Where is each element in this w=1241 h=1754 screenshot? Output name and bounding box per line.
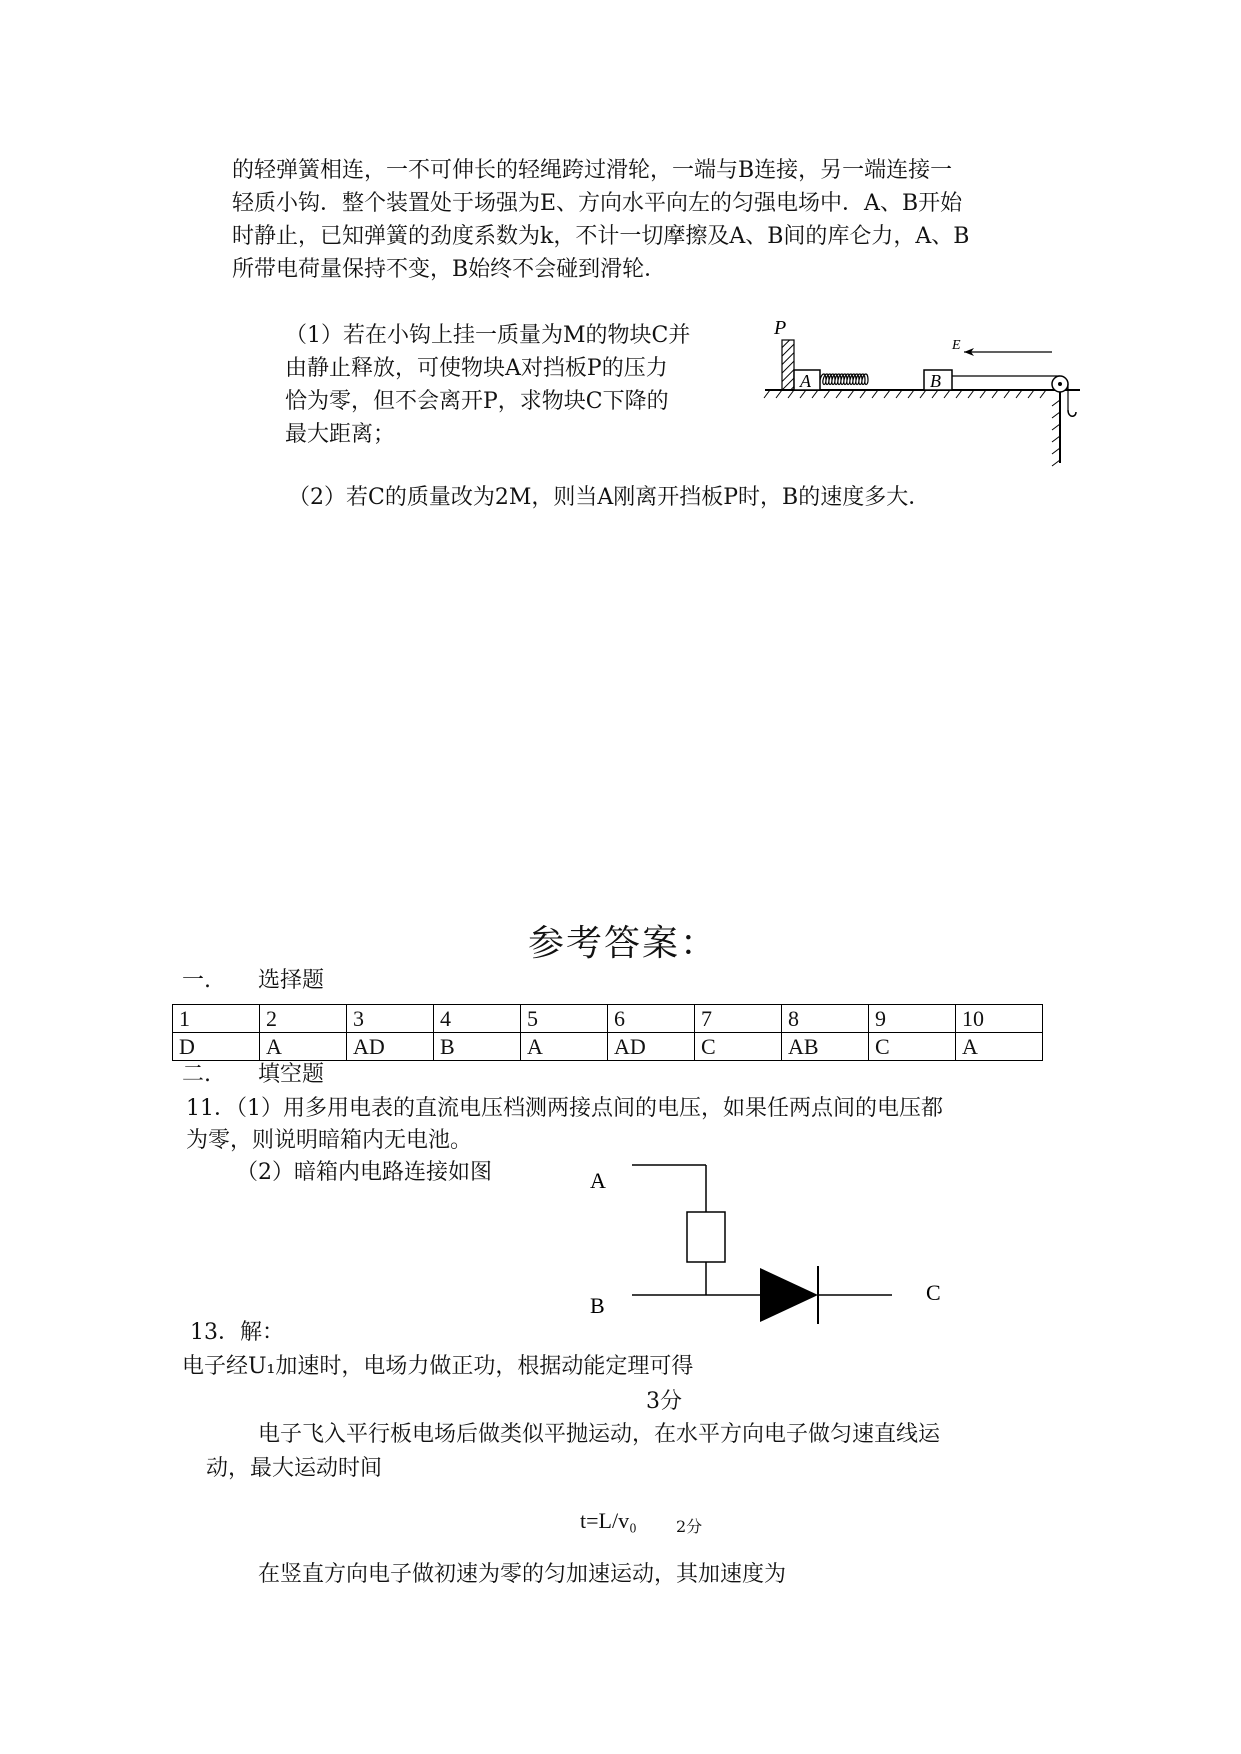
table-cell: 3: [347, 1005, 434, 1033]
pulley-axle: [1058, 382, 1062, 386]
part1-line-3: 恰为零，但不会离开P，求物块C下降的: [285, 389, 669, 414]
part2-line: （2）若C的质量改为2M，则当A刚离开挡板P时，B的速度多大．: [288, 485, 931, 510]
q13-head: 13．解：: [190, 1320, 284, 1345]
table-cell: 10: [956, 1005, 1043, 1033]
circuit-label-a: A: [590, 1168, 606, 1193]
floor-hatch: [764, 390, 1046, 398]
q13-line-4: 在竖直方向电子做初速为零的匀加速运动，其加速度为: [258, 1562, 787, 1587]
problem-line-1: 的轻弹簧相连，一不可伸长的轻绳跨过滑轮，一端与B连接，另一端连接一: [232, 158, 953, 183]
answer-table: [172, 1004, 1043, 1061]
part1-line-1: （1）若在小钩上挂一质量为M的物块C并: [285, 323, 691, 348]
q11-line-2: 为零，则说明暗箱内无电池。: [186, 1128, 473, 1153]
table-cell: C: [869, 1033, 956, 1061]
formula-t: t=L/v₀: [580, 1508, 637, 1533]
hook: [1068, 410, 1076, 416]
circuit-diagram: [580, 1160, 960, 1340]
table-cell: 7: [695, 1005, 782, 1033]
table-cell: 4: [434, 1005, 521, 1033]
table-cell: A: [521, 1033, 608, 1061]
circuit-label-b: B: [590, 1293, 605, 1318]
answer-table-number-row: [173, 1005, 1043, 1033]
table-cell: 9: [869, 1005, 956, 1033]
table-cell: D: [173, 1033, 260, 1061]
table-cell: 1: [173, 1005, 260, 1033]
q13-line-2: 电子飞入平行板电场后做类似平抛运动，在水平方向电子做匀速直线运: [258, 1422, 941, 1447]
table-cell: A: [956, 1033, 1043, 1061]
label-b: B: [930, 371, 941, 391]
table-cell: AB: [782, 1033, 869, 1061]
circuit-label-c: C: [926, 1280, 941, 1305]
table-cell: B: [434, 1033, 521, 1061]
diode-triangle: [760, 1268, 818, 1322]
table-cell: C: [695, 1033, 782, 1061]
q13-line-3: 动，最大运动时间: [206, 1456, 383, 1481]
label-p: P: [774, 318, 787, 339]
q11-part2: （2）暗箱内电路连接如图: [236, 1160, 492, 1185]
right-wall-hatch: [1052, 400, 1060, 466]
section1-num: 一.: [182, 968, 211, 993]
table-cell: 6: [608, 1005, 695, 1033]
table-cell: 5: [521, 1005, 608, 1033]
problem-line-3: 时静止，已知弹簧的劲度系数为k，不计一切摩擦及A、B间的库仑力，A、B: [232, 224, 970, 249]
part1-line-4: 最大距离；: [285, 422, 396, 447]
table-cell: AD: [347, 1033, 434, 1061]
table-cell: 2: [260, 1005, 347, 1033]
answer-title: 参考答案：: [528, 923, 719, 964]
problem-line-4: 所带电荷量保持不变，B始终不会碰到滑轮．: [232, 257, 667, 282]
answer-table-answer-row: [173, 1033, 1043, 1061]
score-2: 2分: [676, 1517, 703, 1536]
label-a: A: [800, 371, 811, 391]
table-cell: A: [260, 1033, 347, 1061]
q13-line-1: 电子经U₁加速时，电场力做正功，根据动能定理可得: [182, 1354, 694, 1379]
label-e: E: [952, 338, 961, 353]
score-3: 3分: [646, 1389, 682, 1414]
barrier-p: [782, 340, 794, 390]
table-cell: AD: [608, 1033, 695, 1061]
resistor: [687, 1212, 725, 1262]
section1-label: 选择题: [258, 968, 325, 993]
q11-line-1: 11．（1）用多用电表的直流电压档测两接点间的电压，如果任两点间的电压都: [186, 1096, 943, 1121]
section2-label: 填空题: [258, 1062, 325, 1087]
problem-line-2: 轻质小钩．整个装置处于场强为E、方向水平向左的匀强电场中．A、B开始: [232, 191, 963, 216]
table-cell: 8: [782, 1005, 869, 1033]
section2-num: 二.: [182, 1062, 211, 1087]
part1-line-2: 由静止释放，可使物块A对挡板P的压力: [285, 356, 668, 381]
spring-block-figure: [760, 318, 1100, 468]
spring: [820, 374, 868, 385]
